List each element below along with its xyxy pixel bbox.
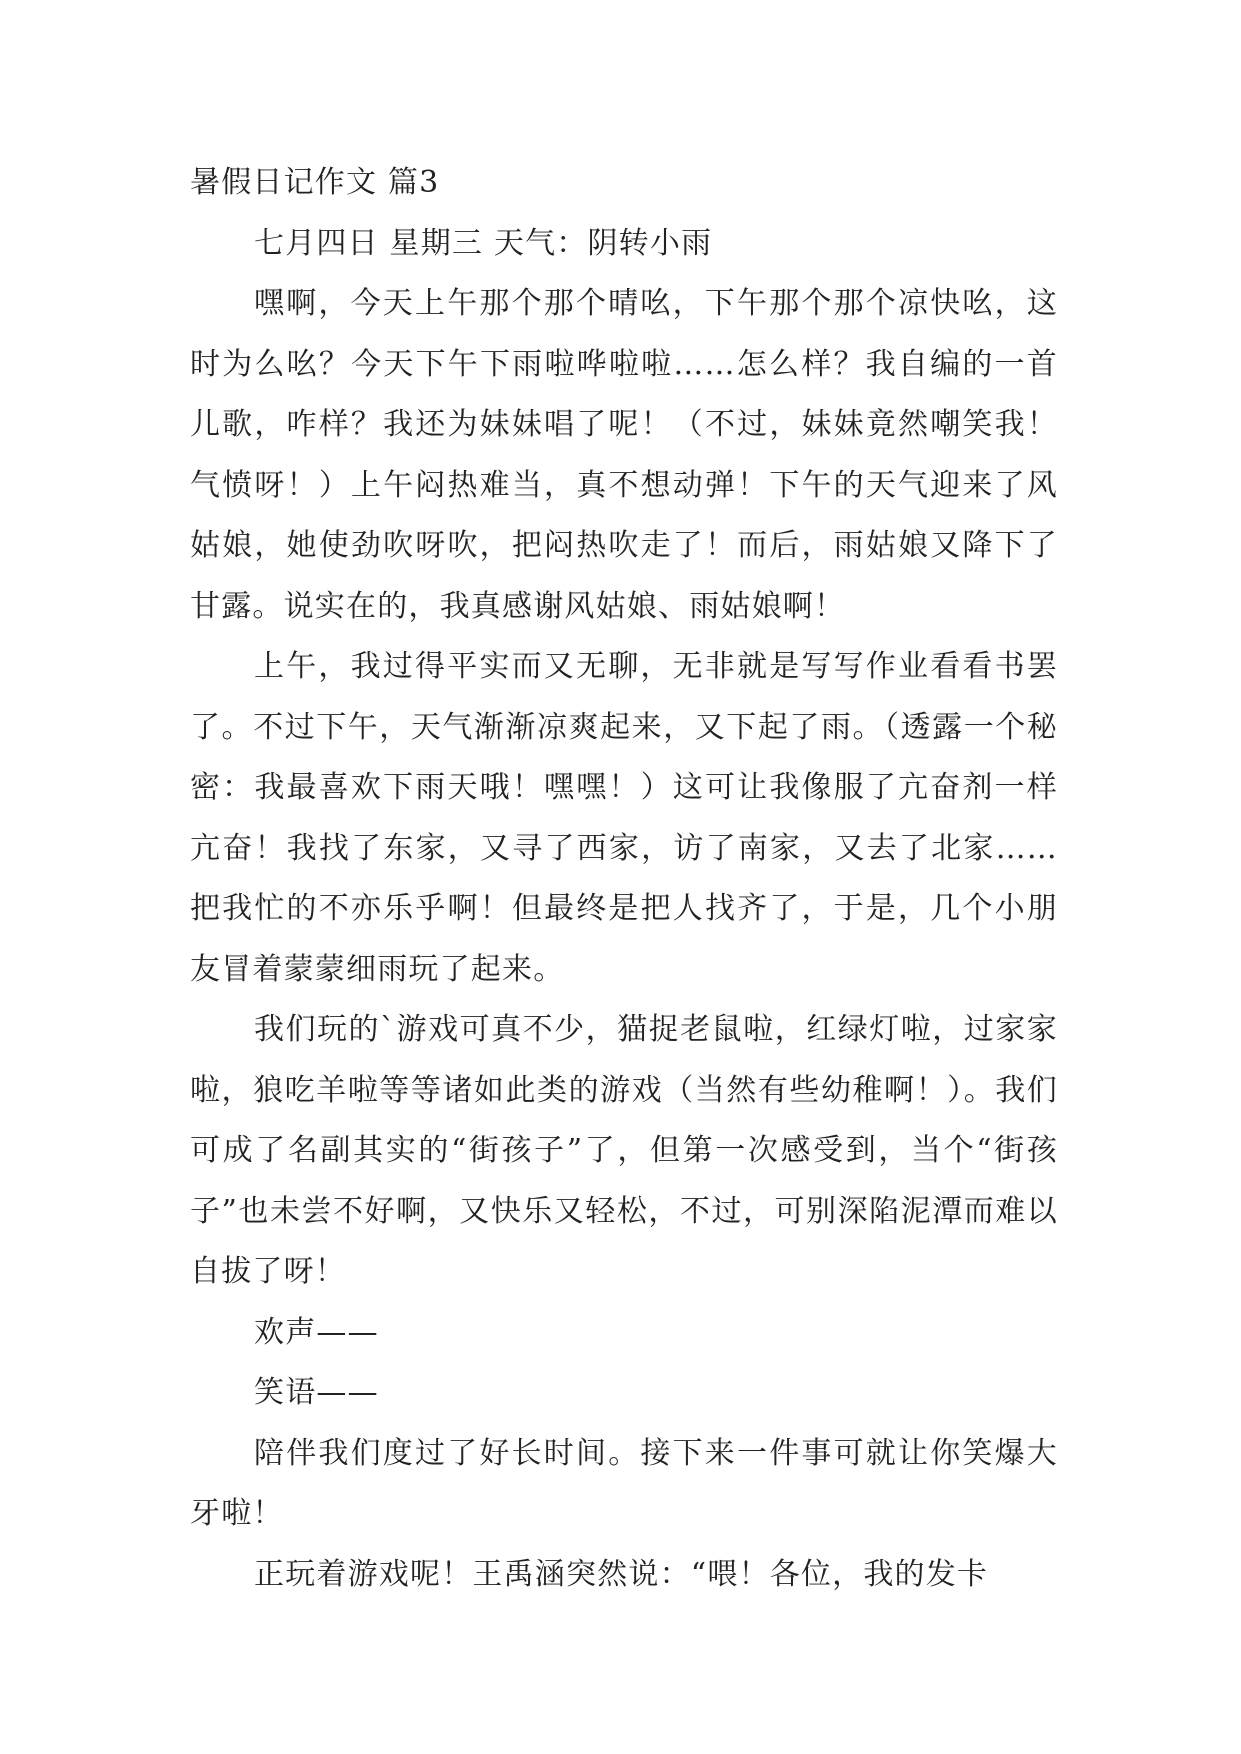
paragraph: 陪伴我们度过了好长时间。接下来一件事可就让你笑爆大牙啦！ — [190, 1435, 1058, 1531]
document-title: 暑假日记作文 篇3 — [190, 165, 440, 200]
paragraph: 笑语—— — [254, 1375, 379, 1410]
paragraph: 上午，我过得平实而又无聊，无非就是写写作业看看书罢了。不过下午，天气渐渐凉爽起来，又下起了雨。（透露一个秘密：我最喜欢下雨天哦！嘿嘿！）这可让我像服了亢奋剂一样亢奋！我找了东家，又寻了西家，访了南家，又去了北家……把我忙的不亦乐乎啊！但最终是把人找齐了，于是，几个小朋友冒着蒙蒙细雨玩了起来。 — [190, 649, 1058, 987]
paragraph: 我们玩的`游戏可真不少，猫捉老鼠啦，红绿灯啦，过家家啦，狼吃羊啦等等诸如此类的游戏（当然有些幼稚啊！）。我们可成了名副其实的“街孩子”了，但第一次感受到，当个“街孩子”也未尝不好啊，又快乐又轻松，不过，可别深陷泥潭而难以自拔了呀！ — [190, 1012, 1058, 1289]
paragraph: 正玩着游戏呢！王禹涵突然说：“喂！各位，我的发卡 — [254, 1556, 989, 1592]
paragraph: 欢声—— — [254, 1314, 379, 1350]
paragraph: 嘿啊，今天上午那个那个晴吆，下午那个那个凉快吆，这时为么吆？今天下午下雨啦哗啦啦……怎么样？我自编的一首儿歌，咋样？我还为妹妹唱了呢！（不过，妹妹竟然嘲笑我！气愤呀！）上午闷热难当，真不想动弹！下午的天气迎来了风姑娘，她使劲吹呀吹，把闷热吹走了！而后，雨姑娘又降下了甘露。说实在的，我真感谢风姑娘、雨姑娘啊！ — [190, 286, 1058, 624]
document-body — [190, 153, 1058, 1605]
date-weather-line: 七月四日 星期三 天气：阴转小雨 — [254, 225, 713, 261]
